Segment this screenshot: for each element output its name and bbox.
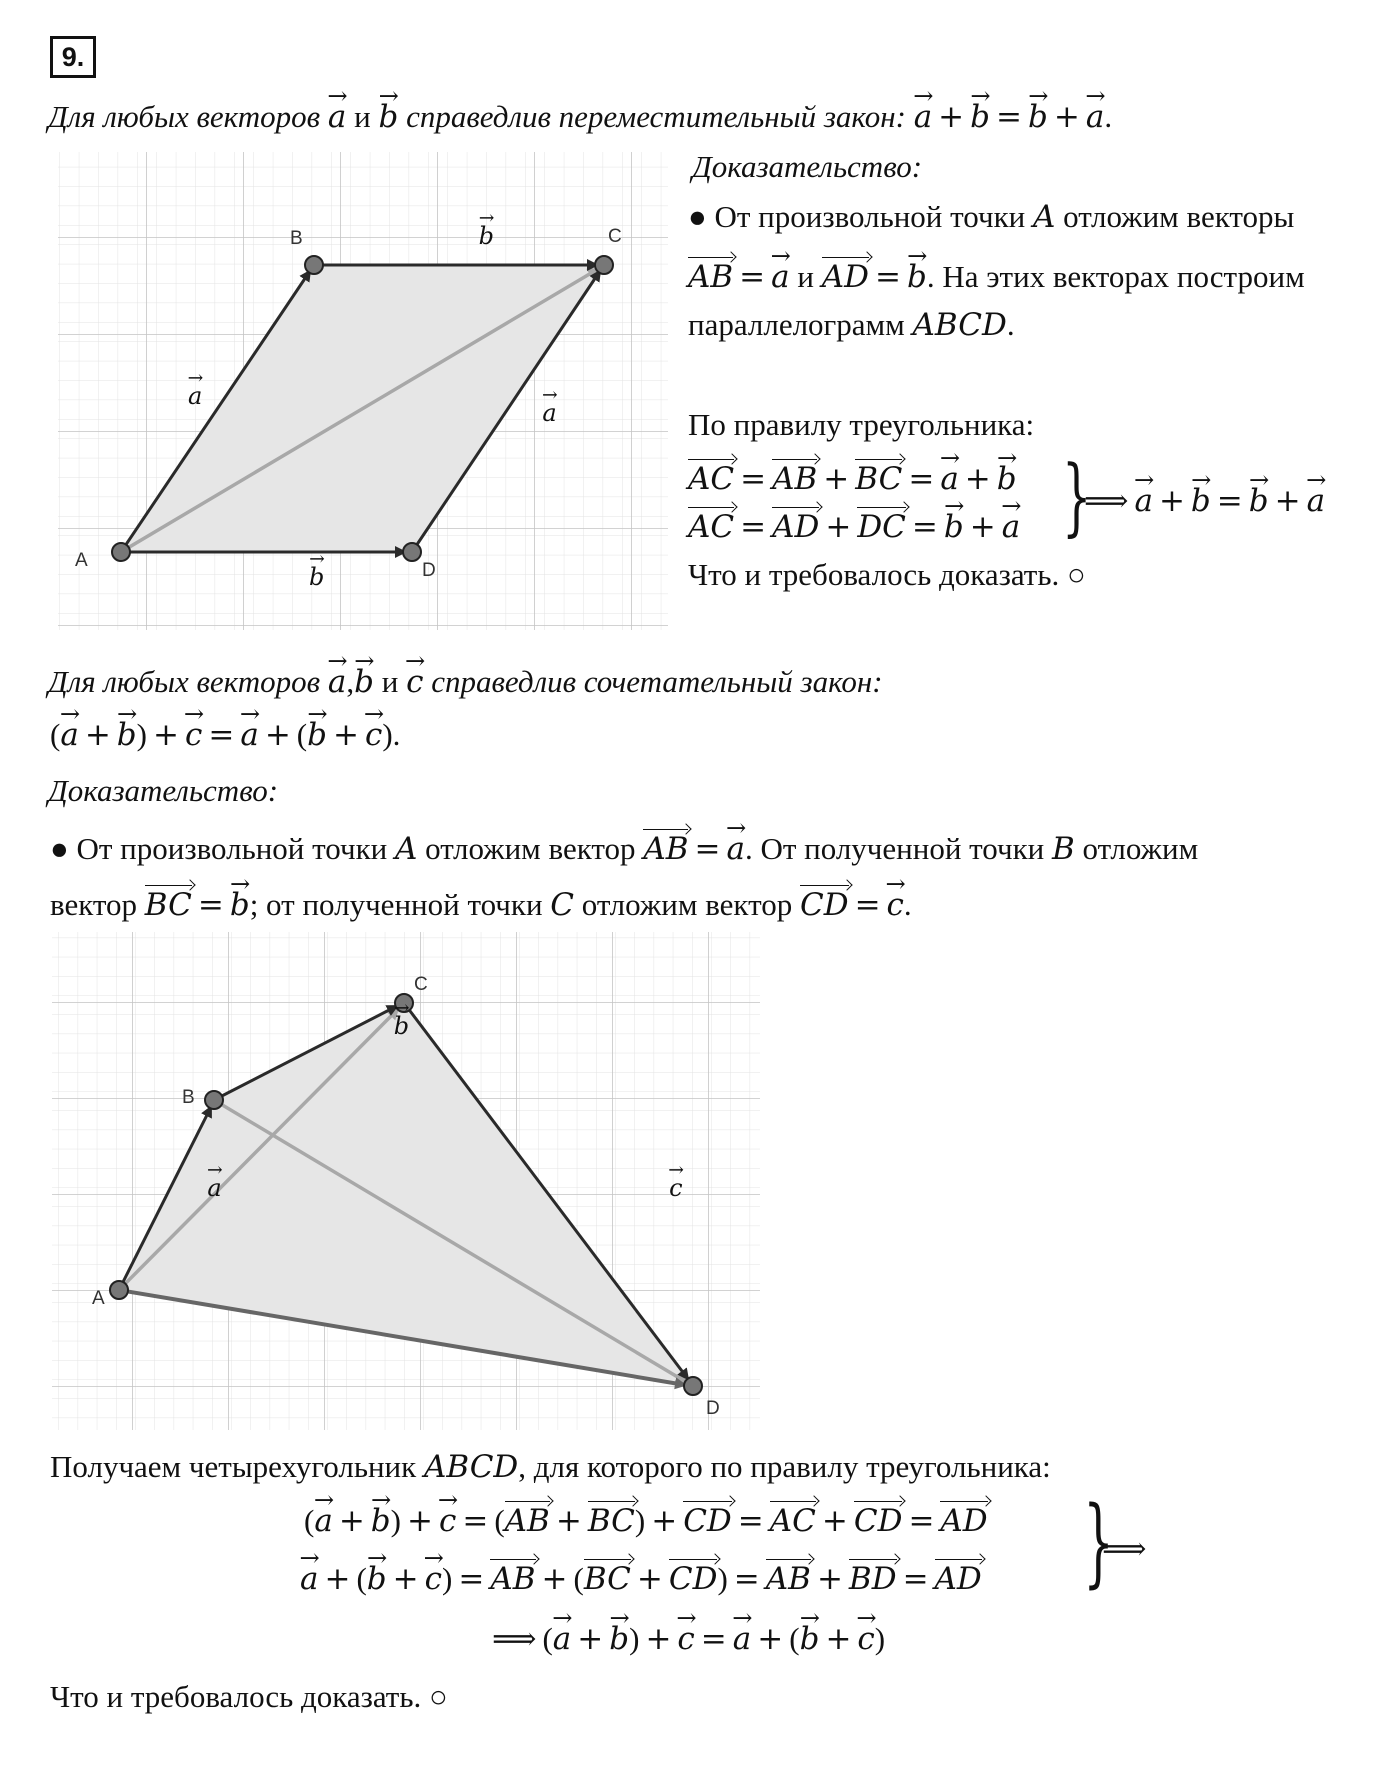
part1-proof-line2: AB = a → и AD = b →. На этих векторах построим [688,258,1305,296]
figure2-point-a [110,1281,128,1299]
part2-statement: Для любых векторов a →,b → и c → справедлив сочетательный закон: [48,663,883,701]
figure1-parallelogram [58,152,668,630]
part2-proof-line2: вектор BC = b →; от полученной точки C отложим вектор CD = c →. [50,886,912,924]
part1-rule: По правилу треугольника: [688,407,1035,442]
figure1-vec-label-a-right: a → [542,399,556,428]
figure2-point-b [205,1091,223,1109]
part1-qed: Что и требовалось доказать. ○ [688,557,1086,592]
figure1-label-c: C [608,226,622,247]
part2-proof-line1: ● От произвольной точки A отложим вектор AB = a →. От полученной точки B отложим [50,830,1198,868]
figure2-label-c: C [414,974,428,995]
figure1-label-b: B [290,228,303,249]
figure2-label-d: D [706,1398,720,1419]
figure2-vec-label-c: c → [669,1174,682,1203]
part1-brace: } [1062,447,1092,545]
part1-proof-line1: ● От произвольной точки A отложим векторы [688,199,1295,235]
problem-number: 9. [50,36,96,78]
figure2-point-d [684,1377,702,1395]
part2-implies: ⟹ [1102,1531,1147,1567]
part2-brace: } [1083,1486,1114,1598]
part1-conclusion: ⟹ a → + b → = b → + a → [1078,482,1325,520]
figure2-label-a: A [92,1288,105,1309]
figure1-point-b [305,256,323,274]
figure1-vec-label-a-left: a → [188,382,202,411]
figure1-vec-label-b-bottom: b → [309,563,324,592]
part2-conclusion: ⟹ (a → + b →) + c → = a → + (b → + c →) [486,1620,885,1658]
part2-qed: Что и требовалось доказать. ○ [50,1679,448,1714]
figure1-point-a [112,543,130,561]
figure1-point-c [595,256,613,274]
figure2-vec-label-b: b → [394,1012,409,1041]
part1-equation-1: AC = AB + BC = a → + b → [688,460,1017,498]
part2-law: (a → + b →) + c → = a → + (b → + c →). [50,716,400,754]
part1-statement: Для любых векторов a → и b → справедлив переместительный закон: a → + b → = b → + a →. [48,98,1112,136]
figure2-vec-label-a: a → [207,1174,221,1203]
part1-equation-2: AC = AD + DC = b → + a → [688,508,1020,546]
part1-proof-heading: Доказательство: [692,149,923,184]
figure2-label-b: B [182,1087,195,1108]
part1-proof-line3: параллелограмм ABCD. [688,307,1015,343]
figure1-label-d: D [422,560,436,581]
figure1-vec-label-b-top: b → [479,222,494,251]
part2-proof-heading: Доказательство: [48,773,279,808]
part2-equation-2: a → + (b → + c →) = AB + (BC + CD) = AB + BD = AD [300,1560,982,1598]
part2-equation-1: (a → + b →) + c → = (AB + BC) + CD = AC + CD = AD [304,1502,988,1540]
part2-quad-text: Получаем четырехугольник ABCD, для которого по правилу треугольника: [50,1449,1051,1485]
figure1-label-a: A [75,550,88,571]
figure1-point-d [403,543,421,561]
